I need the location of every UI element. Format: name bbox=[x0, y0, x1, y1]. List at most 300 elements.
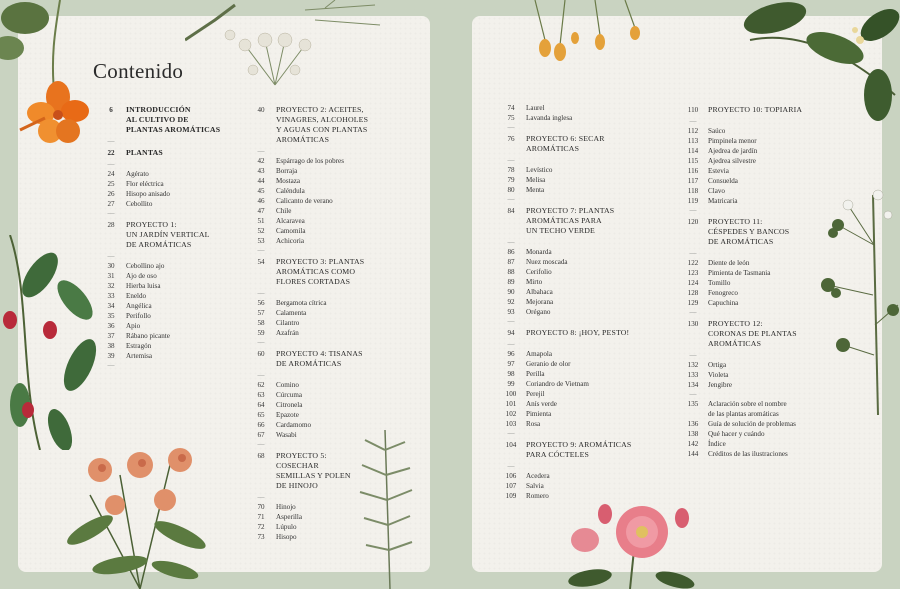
page-number: 84 bbox=[507, 207, 515, 215]
page-number: 67 bbox=[257, 431, 265, 439]
toc-entry bbox=[100, 351, 250, 361]
toc-entry bbox=[250, 216, 400, 226]
page-number: 118 bbox=[687, 187, 699, 195]
page-number: 35 bbox=[107, 312, 115, 320]
entry-title: Romero bbox=[526, 492, 549, 500]
entry-title: Angélica bbox=[126, 302, 152, 310]
toc-separator bbox=[500, 195, 660, 204]
entry-title: Pimienta de Tasmania bbox=[708, 269, 771, 277]
toc-separator bbox=[500, 462, 660, 471]
toc-entry bbox=[250, 236, 400, 246]
page-number: 114 bbox=[687, 147, 699, 155]
entry-title: Geranio de olor bbox=[526, 360, 571, 368]
toc-entry bbox=[500, 379, 660, 389]
page-number: 32 bbox=[107, 282, 115, 290]
toc-entry bbox=[500, 481, 660, 491]
toc-entry bbox=[682, 196, 832, 206]
page-number: 128 bbox=[687, 289, 699, 297]
entry-title: Cúrcuma bbox=[276, 391, 303, 399]
page-number: 75 bbox=[507, 114, 515, 122]
entry-title: PLANTAS bbox=[126, 148, 163, 157]
page-number: 25 bbox=[107, 180, 115, 188]
toc-separator bbox=[682, 249, 832, 258]
page-number: 40 bbox=[257, 106, 265, 114]
entry-title: Ajedrea silvestre bbox=[708, 157, 756, 165]
page-number: 134 bbox=[687, 381, 699, 389]
toc-separator bbox=[100, 137, 250, 146]
entry-title: Acedera bbox=[526, 472, 550, 480]
toc-column-4 bbox=[682, 103, 832, 459]
entry-title: Calamenta bbox=[276, 309, 307, 317]
toc-entry bbox=[250, 400, 400, 410]
separator-dash: — bbox=[689, 249, 697, 257]
toc-separator bbox=[682, 308, 832, 317]
separator-dash: — bbox=[507, 195, 515, 203]
page-number: 87 bbox=[507, 258, 515, 266]
toc-entry bbox=[100, 199, 250, 209]
toc-entry bbox=[682, 419, 832, 429]
page-number: 110 bbox=[687, 106, 699, 114]
toc-entry bbox=[500, 389, 660, 399]
toc-entry bbox=[250, 512, 400, 522]
toc-section-entry bbox=[250, 257, 400, 287]
toc-entry bbox=[682, 136, 832, 146]
page-number: 28 bbox=[107, 221, 115, 229]
page-number: 53 bbox=[257, 237, 265, 245]
entry-title: Consuelda bbox=[708, 177, 738, 185]
page-number: 6 bbox=[109, 106, 113, 114]
toc-entry bbox=[500, 419, 660, 429]
entry-title: Rosa bbox=[526, 420, 541, 428]
entry-title: Laurel bbox=[526, 104, 545, 112]
entry-title: Guía de solución de problemas bbox=[708, 420, 796, 428]
entry-title: PROYECTO 3: PLANTAS AROMÁTICAS COMO FLORES CORTADAS bbox=[276, 257, 365, 286]
page-number: 71 bbox=[257, 513, 265, 521]
page-number: 100 bbox=[505, 390, 517, 398]
entry-title: PROYECTO 9: AROMÁTICAS PARA CÓCTELES bbox=[526, 440, 632, 459]
toc-entry bbox=[682, 166, 832, 176]
page-number: 26 bbox=[107, 190, 115, 198]
entry-title: Jengibre bbox=[708, 381, 733, 389]
toc-section-entry bbox=[682, 105, 832, 115]
page-number: 30 bbox=[107, 262, 115, 270]
entry-title: Alcaravea bbox=[276, 217, 305, 225]
toc-separator bbox=[682, 351, 832, 360]
separator-dash: — bbox=[257, 246, 265, 254]
toc-separator bbox=[500, 429, 660, 438]
page-number: 72 bbox=[257, 523, 265, 531]
toc-entry bbox=[682, 176, 832, 186]
entry-title: Anís verde bbox=[526, 400, 557, 408]
toc-entry bbox=[250, 156, 400, 166]
toc-entry bbox=[500, 277, 660, 287]
page-number: 93 bbox=[507, 308, 515, 316]
page-number: 43 bbox=[257, 167, 265, 175]
separator-dash: — bbox=[507, 317, 515, 325]
toc-entry bbox=[500, 257, 660, 267]
separator-dash: — bbox=[507, 340, 515, 348]
page-number: 144 bbox=[687, 450, 699, 458]
toc-separator bbox=[682, 390, 832, 399]
entry-title: Hisopo anisado bbox=[126, 190, 170, 198]
page-number: 44 bbox=[257, 177, 265, 185]
toc-entry bbox=[682, 186, 832, 196]
entry-title: Comino bbox=[276, 381, 299, 389]
toc-separator bbox=[500, 123, 660, 132]
toc-entry bbox=[250, 176, 400, 186]
toc-entry bbox=[500, 491, 660, 501]
toc-section-entry bbox=[100, 148, 250, 158]
toc-entry bbox=[682, 399, 832, 419]
entry-title: PROYECTO 10: TOPIARIA bbox=[708, 105, 803, 114]
toc-column-3 bbox=[500, 103, 660, 501]
toc-separator bbox=[500, 317, 660, 326]
toc-entry bbox=[100, 189, 250, 199]
separator-dash: — bbox=[257, 338, 265, 346]
page-number: 22 bbox=[107, 149, 115, 157]
toc-entry bbox=[100, 341, 250, 351]
page-number: 132 bbox=[687, 361, 699, 369]
page-number: 46 bbox=[257, 197, 265, 205]
toc-entry bbox=[100, 301, 250, 311]
page-number: 78 bbox=[507, 166, 515, 174]
page-number: 122 bbox=[687, 259, 699, 267]
page-number: 101 bbox=[505, 400, 517, 408]
toc-entry bbox=[100, 261, 250, 271]
toc-entry bbox=[250, 186, 400, 196]
page-number: 59 bbox=[257, 329, 265, 337]
page-number: 89 bbox=[507, 278, 515, 286]
page-number: 103 bbox=[505, 420, 517, 428]
page-number: 45 bbox=[257, 187, 265, 195]
separator-dash: — bbox=[507, 238, 515, 246]
separator-dash: — bbox=[507, 429, 515, 437]
entry-title: Asperilla bbox=[276, 513, 303, 521]
entry-title: Chile bbox=[276, 207, 292, 215]
page-number: 38 bbox=[107, 342, 115, 350]
entry-title: Ajo de oso bbox=[126, 272, 157, 280]
page-number: 104 bbox=[505, 441, 517, 449]
entry-title: Apio bbox=[126, 322, 141, 330]
page-number: 36 bbox=[107, 322, 115, 330]
separator-dash: — bbox=[689, 117, 697, 125]
toc-entry bbox=[500, 359, 660, 369]
toc-section-entry bbox=[500, 134, 660, 154]
separator-dash: — bbox=[107, 160, 115, 168]
toc-entry bbox=[500, 307, 660, 317]
entry-title: Azafrán bbox=[276, 329, 299, 337]
entry-title: Orégano bbox=[526, 308, 551, 316]
entry-title: Monarda bbox=[526, 248, 552, 256]
entry-title: INTRODUCCIÓN AL CULTIVO DE PLANTAS AROMÁTICAS bbox=[126, 105, 221, 134]
separator-dash: — bbox=[107, 137, 115, 145]
page-number: 57 bbox=[257, 309, 265, 317]
toc-section-entry bbox=[100, 220, 250, 250]
toc-entry bbox=[250, 410, 400, 420]
page-number: 39 bbox=[107, 352, 115, 360]
toc-entry bbox=[682, 268, 832, 278]
page-number: 94 bbox=[507, 329, 515, 337]
separator-dash: — bbox=[107, 209, 115, 217]
page-number: 96 bbox=[507, 350, 515, 358]
toc-entry bbox=[500, 175, 660, 185]
page-number: 63 bbox=[257, 391, 265, 399]
toc-entry bbox=[250, 390, 400, 400]
toc-column-1 bbox=[100, 103, 250, 370]
toc-section-entry bbox=[100, 105, 250, 135]
page-number: 70 bbox=[257, 503, 265, 511]
page-number: 136 bbox=[687, 420, 699, 428]
page-number: 76 bbox=[507, 135, 515, 143]
page-number: 62 bbox=[257, 381, 265, 389]
entry-title: Artemisa bbox=[126, 352, 153, 360]
page-number: 79 bbox=[507, 176, 515, 184]
entry-title: Ortiga bbox=[708, 361, 727, 369]
toc-separator bbox=[100, 209, 250, 218]
entry-title: PROYECTO 12: CORONAS DE PLANTAS AROMÁTICAS bbox=[708, 319, 797, 348]
toc-entry bbox=[250, 328, 400, 338]
toc-entry bbox=[682, 258, 832, 268]
page-number: 24 bbox=[107, 170, 115, 178]
entry-title: Capuchina bbox=[708, 299, 739, 307]
toc-separator bbox=[682, 117, 832, 126]
page-number: 31 bbox=[107, 272, 115, 280]
page-number: 34 bbox=[107, 302, 115, 310]
toc-entry bbox=[250, 522, 400, 532]
entry-title: Cardamomo bbox=[276, 421, 312, 429]
entry-title: Borraja bbox=[276, 167, 298, 175]
separator-dash: — bbox=[107, 252, 115, 260]
toc-entry bbox=[250, 308, 400, 318]
toc-section-entry bbox=[250, 451, 400, 491]
page-number: 54 bbox=[257, 258, 265, 266]
page-number: 58 bbox=[257, 319, 265, 327]
entry-title: Hisopo bbox=[276, 533, 297, 541]
toc-separator bbox=[250, 338, 400, 347]
toc-separator bbox=[682, 206, 832, 215]
entry-title: Menta bbox=[526, 186, 545, 194]
page-number: 56 bbox=[257, 299, 265, 307]
entry-title: Lavanda inglesa bbox=[526, 114, 573, 122]
entry-title: Salvia bbox=[526, 482, 544, 490]
page-number: 74 bbox=[507, 104, 515, 112]
toc-entry bbox=[250, 318, 400, 328]
toc-entry bbox=[100, 281, 250, 291]
entry-title: Camomila bbox=[276, 227, 306, 235]
toc-entry bbox=[500, 471, 660, 481]
toc-separator bbox=[250, 371, 400, 380]
toc-separator bbox=[100, 361, 250, 370]
page-number: 97 bbox=[507, 360, 515, 368]
toc-entry bbox=[250, 380, 400, 390]
toc-entry bbox=[682, 146, 832, 156]
toc-section-entry bbox=[682, 217, 832, 247]
toc-separator bbox=[250, 246, 400, 255]
entry-title: Qué hacer y cuándo bbox=[708, 430, 765, 438]
toc-entry bbox=[100, 331, 250, 341]
page-number: 107 bbox=[505, 482, 517, 490]
separator-dash: — bbox=[257, 289, 265, 297]
toc-section-entry bbox=[500, 328, 660, 338]
toc-separator bbox=[250, 289, 400, 298]
page-number: 133 bbox=[687, 371, 699, 379]
page-number: 109 bbox=[505, 492, 517, 500]
toc-entry bbox=[500, 247, 660, 257]
entry-title: Calicanto de verano bbox=[276, 197, 333, 205]
toc-section-entry bbox=[250, 105, 400, 145]
toc-entry bbox=[682, 449, 832, 459]
separator-dash: — bbox=[507, 156, 515, 164]
entry-title: Mejorana bbox=[526, 298, 554, 306]
separator-dash: — bbox=[257, 440, 265, 448]
page-number: 142 bbox=[687, 440, 699, 448]
toc-entry bbox=[500, 165, 660, 175]
page-number: 116 bbox=[687, 167, 699, 175]
separator-dash: — bbox=[107, 361, 115, 369]
entry-title: Cebollino ajo bbox=[126, 262, 165, 270]
toc-section-entry bbox=[500, 206, 660, 236]
toc-entry bbox=[682, 429, 832, 439]
toc-entry bbox=[250, 430, 400, 440]
toc-entry bbox=[500, 349, 660, 359]
entry-title: Flor eléctrica bbox=[126, 180, 164, 188]
toc-separator bbox=[100, 160, 250, 169]
entry-title: Saúco bbox=[708, 127, 726, 135]
toc-entry bbox=[100, 321, 250, 331]
toc-separator bbox=[500, 238, 660, 247]
entry-title: Perifollo bbox=[126, 312, 151, 320]
page-number: 113 bbox=[687, 137, 699, 145]
entry-title: Melisa bbox=[526, 176, 546, 184]
entry-title: Caléndula bbox=[276, 187, 305, 195]
toc-entry bbox=[100, 291, 250, 301]
entry-title: Matricaria bbox=[708, 197, 738, 205]
page-number: 99 bbox=[507, 380, 515, 388]
entry-title: Cebollito bbox=[126, 200, 153, 208]
entry-title: PROYECTO 5: COSECHAR SEMILLAS Y POLEN DE HINOJO bbox=[276, 451, 351, 490]
page-title: Contenido bbox=[93, 59, 184, 83]
entry-title: Créditos de las ilustraciones bbox=[708, 450, 788, 458]
toc-entry bbox=[682, 298, 832, 308]
toc-entry bbox=[500, 267, 660, 277]
toc-separator bbox=[500, 156, 660, 165]
toc-entry bbox=[500, 103, 660, 113]
entry-title: Aclaración sobre el nombre de las plantas aromáticas bbox=[708, 400, 787, 418]
entry-title: Levístico bbox=[526, 166, 553, 174]
page-number: 64 bbox=[257, 401, 265, 409]
entry-title: Pimienta bbox=[526, 410, 552, 418]
entry-title: Nuez moscada bbox=[526, 258, 568, 266]
entry-title: Tomillo bbox=[708, 279, 731, 287]
toc-separator bbox=[250, 493, 400, 502]
entry-title: PROYECTO 4: TISANAS DE AROMÁTICAS bbox=[276, 349, 363, 368]
entry-title: Violeta bbox=[708, 371, 729, 379]
page-number: 135 bbox=[687, 400, 699, 408]
entry-title: PROYECTO 8: ¡HOY, PESTO! bbox=[526, 328, 630, 337]
page-number: 112 bbox=[687, 127, 699, 135]
page-number: 106 bbox=[505, 472, 517, 480]
entry-title: Rábano picante bbox=[126, 332, 170, 340]
page-number: 52 bbox=[257, 227, 265, 235]
page-number: 130 bbox=[687, 320, 699, 328]
toc-entry bbox=[500, 113, 660, 123]
page-number: 120 bbox=[687, 218, 699, 226]
entry-title: Perilla bbox=[526, 370, 545, 378]
toc-entry bbox=[500, 185, 660, 195]
separator-dash: — bbox=[689, 351, 697, 359]
toc-entry bbox=[250, 206, 400, 216]
entry-title: Estevia bbox=[708, 167, 729, 175]
entry-title: Cerifolio bbox=[526, 268, 552, 276]
entry-title: Lúpulo bbox=[276, 523, 297, 531]
entry-title: Achicoria bbox=[276, 237, 304, 245]
page-number: 123 bbox=[687, 269, 699, 277]
page-number: 129 bbox=[687, 299, 699, 307]
page-number: 68 bbox=[257, 452, 265, 460]
entry-title: Mostaza bbox=[276, 177, 301, 185]
toc-entry bbox=[682, 439, 832, 449]
separator-dash: — bbox=[507, 462, 515, 470]
toc-entry bbox=[100, 179, 250, 189]
toc-entry bbox=[500, 399, 660, 409]
entry-title: Agérato bbox=[126, 170, 149, 178]
entry-title: Ajedrea de jardín bbox=[708, 147, 758, 155]
toc-separator bbox=[500, 340, 660, 349]
toc-entry bbox=[682, 156, 832, 166]
page-number: 98 bbox=[507, 370, 515, 378]
toc-separator bbox=[250, 147, 400, 156]
toc-entry bbox=[682, 360, 832, 370]
toc-entry bbox=[250, 196, 400, 206]
page-number: 138 bbox=[687, 430, 699, 438]
separator-dash: — bbox=[507, 123, 515, 131]
entry-title: PROYECTO 7: PLANTAS AROMÁTICAS PARA UN TECHO VERDE bbox=[526, 206, 615, 235]
page-number: 27 bbox=[107, 200, 115, 208]
page-number: 66 bbox=[257, 421, 265, 429]
toc-entry bbox=[682, 380, 832, 390]
separator-dash: — bbox=[257, 493, 265, 501]
entry-title: Bergamota cítrica bbox=[276, 299, 327, 307]
page-number: 119 bbox=[687, 197, 699, 205]
entry-title: Amapola bbox=[526, 350, 553, 358]
entry-title: Estragón bbox=[126, 342, 152, 350]
toc-column-2 bbox=[250, 103, 400, 542]
page-number: 115 bbox=[687, 157, 699, 165]
toc-entry bbox=[250, 420, 400, 430]
page-number: 80 bbox=[507, 186, 515, 194]
toc-entry bbox=[682, 278, 832, 288]
separator-dash: — bbox=[689, 206, 697, 214]
toc-entry bbox=[100, 169, 250, 179]
entry-title: Índice bbox=[708, 440, 726, 448]
entry-title: Coriandro de Vietnam bbox=[526, 380, 589, 388]
entry-title: Hinojo bbox=[276, 503, 296, 511]
entry-title: Perejil bbox=[526, 390, 545, 398]
entry-title: Espárrago de los pobres bbox=[276, 157, 344, 165]
entry-title: PROYECTO 6: SECAR AROMÁTICAS bbox=[526, 134, 605, 153]
entry-title: Albahaca bbox=[526, 288, 553, 296]
page-number: 60 bbox=[257, 350, 265, 358]
toc-entry bbox=[500, 409, 660, 419]
page-number: 124 bbox=[687, 279, 699, 287]
toc-entry bbox=[500, 287, 660, 297]
toc-entry bbox=[682, 288, 832, 298]
entry-title: PROYECTO 1: UN JARDÍN VERTICAL DE AROMÁTICAS bbox=[126, 220, 210, 249]
page-number: 117 bbox=[687, 177, 699, 185]
entry-title: PROYECTO 11: CÉSPEDES Y BANCOS DE AROMÁTICAS bbox=[708, 217, 790, 246]
page-number: 73 bbox=[257, 533, 265, 541]
toc-entry bbox=[500, 369, 660, 379]
